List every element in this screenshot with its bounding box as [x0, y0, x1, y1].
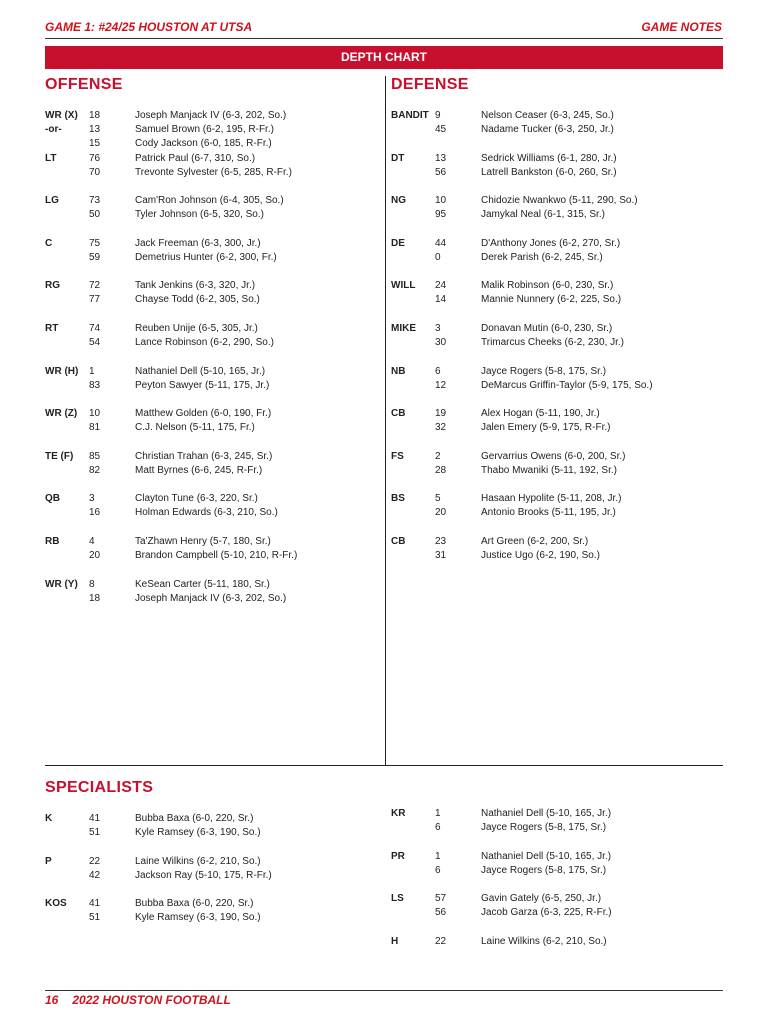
offense-title: OFFENSE	[45, 76, 123, 93]
jersey-number: 13	[435, 152, 447, 164]
position-label	[391, 152, 435, 180]
jersey-number: 70	[89, 166, 101, 178]
player-name: Nathaniel Dell (5-10, 165, Jr.)	[135, 365, 266, 377]
player-name: Bubba Baxa (6-0, 220, Sr.)	[135, 898, 254, 909]
position-text: QB	[45, 493, 60, 505]
player-name: Mannie Nunnery (6-2, 225, So.)	[481, 294, 622, 306]
jersey-number: 13	[89, 124, 101, 135]
position-group	[45, 578, 286, 606]
position-text: NB	[391, 365, 406, 377]
jersey-numbers	[89, 812, 135, 840]
position-text: WR (Y)	[45, 578, 78, 590]
player-name: Samuel Brown (6-2, 195, R-Fr.)	[135, 124, 274, 135]
position-text: RT	[45, 323, 59, 334]
position-text: P	[45, 855, 52, 867]
position-label	[391, 535, 435, 563]
player-name: Jayce Rogers (5-8, 175, Sr.)	[481, 822, 607, 833]
jersey-number: 20	[89, 550, 101, 561]
position-group	[391, 109, 614, 137]
position-label	[391, 407, 435, 435]
jersey-numbers	[435, 322, 481, 350]
player-name: Antonio Brooks (5-11, 195, Jr.)	[481, 507, 616, 519]
position-group	[45, 109, 286, 151]
jersey-number: 76	[89, 152, 101, 164]
player-name: KeSean Carter (5-11, 180, Sr.)	[135, 578, 270, 590]
position-label	[45, 322, 89, 350]
position-label	[45, 578, 89, 606]
jersey-numbers	[435, 365, 481, 393]
player-name: Laine Wilkins (6-2, 210, So.)	[481, 935, 607, 947]
jersey-number: 1	[89, 365, 95, 377]
position-label	[391, 935, 435, 949]
player-names	[481, 279, 621, 307]
player-name: Jalen Emery (5-9, 175, R-Fr.)	[481, 422, 611, 434]
player-name: Nelson Ceaser (6-3, 245, So.)	[481, 110, 614, 121]
jersey-numbers	[435, 407, 481, 435]
player-name: Tank Jenkins (6-3, 320, Jr.)	[135, 280, 256, 292]
player-name: Sedrick Williams (6-1, 280, Jr.)	[481, 152, 617, 164]
jersey-number: 75	[89, 237, 101, 249]
position-text: DT	[391, 152, 405, 164]
jersey-number: 74	[89, 323, 101, 334]
player-names	[481, 450, 626, 478]
position-label	[45, 535, 89, 563]
jersey-numbers	[89, 194, 135, 222]
player-names	[135, 365, 269, 393]
jersey-number: 3	[435, 323, 441, 334]
player-name: Alex Hogan (5-11, 190, Jr.)	[481, 408, 600, 420]
jersey-number: 23	[435, 536, 447, 547]
position-text: H	[391, 935, 399, 947]
player-name: Clayton Tune (6-3, 220, Sr.)	[135, 493, 258, 505]
position-label	[45, 897, 89, 925]
player-name: Trimarcus Cheeks (6-2, 230, Jr.)	[481, 337, 625, 348]
position-label	[391, 109, 435, 137]
position-text: TE (F)	[45, 450, 74, 462]
position-text: BANDIT	[391, 110, 429, 121]
player-name: Holman Edwards (6-3, 210, So.)	[135, 507, 278, 519]
jersey-numbers	[89, 237, 135, 265]
player-names	[481, 194, 638, 222]
jersey-number: 1	[435, 808, 441, 819]
position-group	[391, 850, 611, 878]
position-group	[391, 450, 626, 478]
footer	[45, 993, 231, 1007]
jersey-number: 9	[435, 110, 441, 121]
jersey-number: 2	[435, 450, 441, 462]
position-text: NG	[391, 195, 406, 207]
player-name: Kyle Ramsey (6-3, 190, So.)	[135, 827, 261, 838]
position-label	[391, 492, 435, 520]
position-text: RG	[45, 280, 60, 292]
player-names	[135, 194, 284, 222]
position-text: K	[45, 813, 53, 824]
jersey-numbers	[435, 279, 481, 307]
jersey-number: 22	[435, 935, 447, 947]
player-names	[135, 812, 261, 840]
position-text: PR	[391, 850, 405, 862]
player-name: Jacob Garza (6-3, 225, R-Fr.)	[481, 907, 612, 918]
position-label	[391, 237, 435, 265]
jersey-number: 81	[89, 422, 101, 434]
player-name: Art Green (6-2, 200, Sr.)	[481, 536, 589, 547]
jersey-numbers	[89, 450, 135, 478]
position-group	[45, 450, 272, 478]
position-text: KR	[391, 808, 406, 819]
jersey-numbers	[435, 892, 481, 920]
depth-chart-banner: DEPTH CHART	[45, 46, 723, 69]
player-names	[481, 322, 624, 350]
jersey-number: 8	[89, 578, 95, 590]
position-label	[45, 152, 89, 180]
player-name: Jayce Rogers (5-8, 175, Sr.)	[481, 864, 607, 876]
position-group	[45, 492, 278, 520]
position-text: WILL	[391, 280, 416, 292]
position-label	[45, 194, 89, 222]
position-group	[45, 535, 297, 563]
player-name: C.J. Nelson (5-11, 175, Fr.)	[135, 422, 255, 434]
jersey-number: 32	[435, 422, 447, 434]
player-name: Lance Robinson (6-2, 290, So.)	[135, 337, 274, 348]
player-name: Donavan Mutin (6-0, 230, Sr.)	[481, 323, 613, 334]
position-group	[45, 237, 277, 265]
position-group	[45, 407, 271, 435]
player-name: D'Anthony Jones (6-2, 270, Sr.)	[481, 237, 621, 249]
position-text: BS	[391, 493, 405, 505]
jersey-number: 42	[89, 869, 101, 881]
jersey-number: 1	[435, 850, 441, 862]
jersey-number: 12	[435, 379, 447, 391]
jersey-number: 45	[435, 124, 447, 135]
player-name: Joseph Manjack IV (6-3, 202, So.)	[135, 110, 287, 121]
player-names	[135, 897, 261, 925]
position-label	[45, 407, 89, 435]
player-name: Chayse Todd (6-2, 305, So.)	[135, 294, 260, 306]
player-name: Laine Wilkins (6-2, 210, So.)	[135, 855, 261, 867]
player-names	[135, 322, 274, 350]
jersey-number: 10	[435, 195, 447, 207]
position-text: LS	[391, 893, 404, 904]
player-names	[481, 535, 600, 563]
jersey-numbers	[89, 322, 135, 350]
jersey-number: 0	[435, 251, 441, 263]
position-text: CB	[391, 536, 406, 547]
jersey-number: 73	[89, 195, 101, 207]
position-label	[391, 450, 435, 478]
position-label	[45, 492, 89, 520]
position-group	[391, 152, 617, 180]
player-name: Cody Jackson (6-0, 185, R-Fr.)	[135, 138, 272, 149]
jersey-number: 10	[89, 408, 101, 420]
position-text: DE	[391, 237, 405, 249]
player-name: Justice Ugo (6-2, 190, So.)	[481, 550, 600, 561]
position-label	[391, 322, 435, 350]
jersey-number: 50	[89, 209, 101, 221]
jersey-number: 15	[89, 138, 101, 149]
position-label	[391, 850, 435, 878]
position-label	[391, 807, 435, 835]
player-names	[135, 450, 272, 478]
jersey-numbers	[435, 109, 481, 137]
jersey-numbers	[435, 194, 481, 222]
player-name: DeMarcus Griffin-Taylor (5-9, 175, So.)	[481, 379, 653, 391]
position-text: -or-	[45, 124, 62, 135]
position-group	[45, 152, 292, 180]
player-name: Malik Robinson (6-0, 230, Sr.)	[481, 280, 614, 292]
player-names	[481, 152, 617, 180]
position-text: RB	[45, 536, 60, 547]
jersey-number: 24	[435, 280, 447, 292]
jersey-numbers	[435, 935, 481, 949]
jersey-numbers	[89, 109, 135, 151]
player-names	[135, 407, 271, 435]
player-names	[481, 365, 653, 393]
player-names	[481, 407, 610, 435]
position-label	[45, 279, 89, 307]
position-group	[391, 279, 621, 307]
position-group	[45, 365, 269, 393]
jersey-numbers	[89, 407, 135, 435]
jersey-number: 28	[435, 464, 447, 476]
position-group	[45, 194, 284, 222]
position-text: LG	[45, 195, 59, 207]
specialists-title: SPECIALISTS	[45, 779, 154, 796]
player-name: Ta'Zhawn Henry (5-7, 180, Sr.)	[135, 536, 271, 547]
player-name: Peyton Sawyer (5-11, 175, Jr.)	[135, 379, 270, 391]
jersey-number: 41	[89, 813, 101, 824]
jersey-numbers	[89, 152, 135, 180]
jersey-number: 6	[435, 822, 441, 833]
position-group	[391, 492, 621, 520]
position-label	[45, 365, 89, 393]
position-label	[45, 450, 89, 478]
player-name: Trevonte Sylvester (6-5, 285, R-Fr.)	[135, 166, 292, 178]
jersey-number: 30	[435, 337, 447, 348]
position-label	[391, 279, 435, 307]
player-name: Gervarrius Owens (6-0, 200, Sr.)	[481, 450, 626, 462]
player-name: Latrell Bankston (6-0, 260, Sr.)	[481, 166, 617, 178]
jersey-number: 44	[435, 237, 447, 249]
player-name: Nadame Tucker (6-3, 250, Jr.)	[481, 124, 614, 135]
player-name: Kyle Ramsey (6-3, 190, So.)	[135, 912, 261, 923]
player-name: Jamykal Neal (6-1, 315, Sr.)	[481, 209, 605, 221]
player-name: Matt Byrnes (6-6, 245, R-Fr.)	[135, 464, 263, 476]
player-names	[481, 109, 614, 137]
position-text: LT	[45, 152, 57, 164]
jersey-number: 18	[89, 592, 101, 604]
jersey-numbers	[435, 152, 481, 180]
player-name: Bubba Baxa (6-0, 220, Sr.)	[135, 813, 254, 824]
player-name: Christian Trahan (6-3, 245, Sr.)	[135, 450, 273, 462]
footer-title: 2022 HOUSTON FOOTBALL	[72, 993, 231, 1007]
player-name: Chidozie Nwankwo (5-11, 290, So.)	[481, 195, 638, 207]
player-names	[481, 892, 612, 920]
position-text: C	[45, 237, 53, 249]
position-group	[391, 935, 607, 949]
jersey-number: 83	[89, 379, 101, 391]
position-text: KOS	[45, 898, 67, 909]
position-group	[391, 807, 611, 835]
player-name: Brandon Campbell (5-10, 210, R-Fr.)	[135, 550, 298, 561]
position-label	[45, 812, 89, 840]
position-group	[391, 892, 612, 920]
jersey-numbers	[89, 279, 135, 307]
position-group	[391, 407, 610, 435]
player-name: Hasaan Hypolite (5-11, 208, Jr.)	[481, 493, 622, 505]
player-name: Thabo Mwaniki (5-11, 192, Sr.)	[481, 464, 617, 476]
jersey-number: 82	[89, 464, 101, 476]
jersey-number: 16	[89, 507, 101, 519]
player-name: Gavin Gately (6-5, 250, Jr.)	[481, 893, 602, 904]
jersey-numbers	[89, 365, 135, 393]
jersey-number: 5	[435, 493, 441, 505]
position-group	[391, 237, 620, 265]
jersey-number: 51	[89, 827, 101, 838]
jersey-numbers	[435, 850, 481, 878]
jersey-number: 6	[435, 365, 441, 377]
player-names	[481, 807, 611, 835]
jersey-number: 20	[435, 507, 447, 519]
position-label	[391, 365, 435, 393]
player-name: Matthew Golden (6-0, 190, Fr.)	[135, 408, 272, 420]
page-number: 16	[45, 993, 59, 1007]
jersey-numbers	[89, 535, 135, 563]
footer-divider	[45, 990, 723, 991]
player-names	[481, 237, 620, 265]
jersey-numbers	[89, 897, 135, 925]
jersey-numbers	[435, 807, 481, 835]
player-name: Jack Freeman (6-3, 300, Jr.)	[135, 237, 261, 249]
jersey-number: 77	[89, 294, 101, 306]
player-name: Joseph Manjack IV (6-3, 202, So.)	[135, 592, 287, 604]
header-game-notes: GAME NOTES	[641, 20, 722, 34]
player-names	[135, 535, 297, 563]
player-name: Jackson Ray (5-10, 175, R-Fr.)	[135, 869, 272, 881]
player-names	[481, 935, 607, 949]
position-text: CB	[391, 408, 406, 420]
player-names	[135, 152, 292, 180]
player-name: Nathaniel Dell (5-10, 165, Jr.)	[481, 808, 612, 819]
position-label	[45, 109, 89, 151]
position-group	[391, 194, 638, 222]
position-group	[391, 365, 653, 393]
jersey-number: 31	[435, 550, 447, 561]
player-name: Tyler Johnson (6-5, 320, So.)	[135, 209, 264, 221]
position-label	[45, 855, 89, 883]
jersey-number: 19	[435, 408, 447, 420]
jersey-number: 57	[435, 893, 447, 904]
jersey-number: 4	[89, 536, 95, 547]
player-name: Demetrius Hunter (6-2, 300, Fr.)	[135, 251, 277, 263]
player-name: Nathaniel Dell (5-10, 165, Jr.)	[481, 850, 612, 862]
jersey-number: 22	[89, 855, 101, 867]
position-text: MIKE	[391, 323, 416, 334]
player-name: Cam'Ron Johnson (6-4, 305, So.)	[135, 195, 284, 207]
position-group	[45, 855, 272, 883]
jersey-numbers	[89, 492, 135, 520]
column-divider	[385, 76, 386, 766]
player-names	[135, 279, 260, 307]
jersey-number: 56	[435, 166, 447, 178]
position-text: WR (X)	[45, 110, 78, 121]
player-name: Derek Parish (6-2, 245, Sr.)	[481, 251, 603, 263]
jersey-number: 51	[89, 912, 101, 923]
jersey-number: 95	[435, 209, 447, 221]
defense-title: DEFENSE	[391, 76, 469, 93]
header-game-title: GAME 1: #24/25 HOUSTON AT UTSA	[45, 20, 253, 34]
player-name: Jayce Rogers (5-8, 175, Sr.)	[481, 365, 607, 377]
position-text: FS	[391, 450, 404, 462]
jersey-number: 85	[89, 450, 101, 462]
position-group	[391, 535, 600, 563]
jersey-number: 3	[89, 493, 95, 505]
player-names	[135, 237, 277, 265]
position-text: WR (H)	[45, 365, 79, 377]
jersey-number: 72	[89, 280, 101, 292]
jersey-numbers	[435, 450, 481, 478]
jersey-number: 18	[89, 110, 101, 121]
jersey-numbers	[435, 492, 481, 520]
jersey-number: 14	[435, 294, 447, 306]
jersey-number: 41	[89, 898, 101, 909]
jersey-numbers	[89, 855, 135, 883]
jersey-number: 59	[89, 251, 101, 263]
player-names	[481, 850, 611, 878]
jersey-numbers	[435, 237, 481, 265]
jersey-numbers	[435, 535, 481, 563]
position-label	[391, 892, 435, 920]
position-group	[45, 897, 261, 925]
position-label	[45, 237, 89, 265]
jersey-numbers	[89, 578, 135, 606]
header-divider	[45, 38, 723, 39]
player-names	[135, 109, 286, 151]
player-name: Reuben Unije (6-5, 305, Jr.)	[135, 323, 258, 334]
position-group	[45, 322, 274, 350]
position-text: WR (Z)	[45, 408, 78, 420]
position-group	[45, 279, 260, 307]
player-names	[135, 578, 286, 606]
jersey-number: 56	[435, 907, 447, 918]
jersey-number: 54	[89, 337, 101, 348]
player-names	[481, 492, 621, 520]
section-divider	[45, 765, 723, 766]
jersey-number: 6	[435, 864, 441, 876]
player-names	[135, 492, 278, 520]
player-name: Patrick Paul (6-7, 310, So.)	[135, 152, 256, 164]
position-label	[391, 194, 435, 222]
position-group	[391, 322, 624, 350]
position-group	[45, 812, 261, 840]
player-names	[135, 855, 272, 883]
